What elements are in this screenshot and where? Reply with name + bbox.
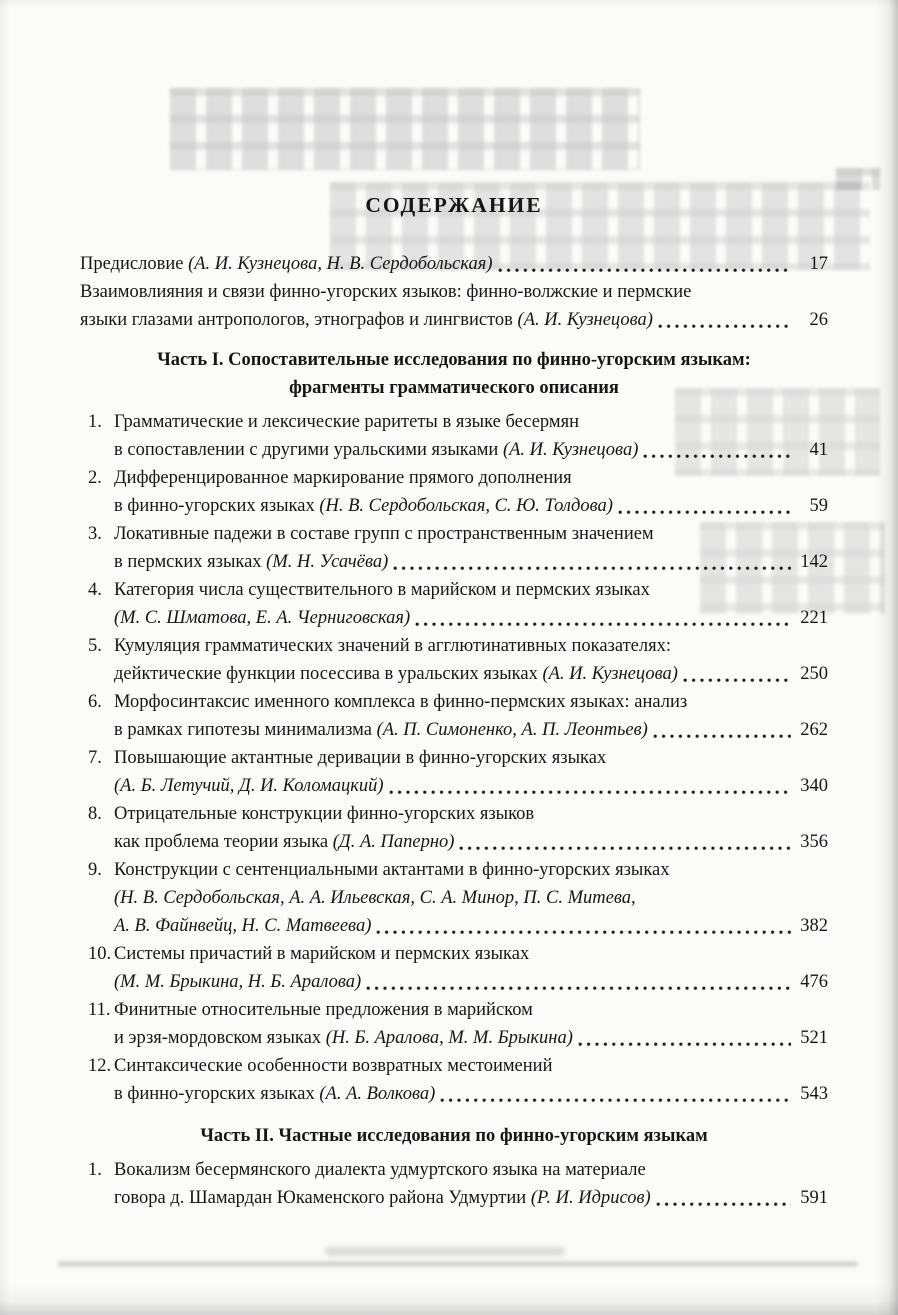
scan-smudge xyxy=(325,1247,565,1256)
toc-entry-line xyxy=(80,306,828,334)
entry-line-text xyxy=(114,944,529,964)
entry-text: как проблема теории языка xyxy=(114,832,333,852)
entry-page-number: 17 xyxy=(809,254,828,274)
entry-authors: (А. И. Кузнецова, Н. В. Сердобольская) xyxy=(188,254,493,274)
toc-entry-line xyxy=(114,968,828,996)
entry-text: Грамматические и лексические раритеты в языке бесермян xyxy=(114,412,580,432)
entry-number: 10. xyxy=(88,944,112,964)
toc-entry xyxy=(80,800,828,856)
entry-authors: (Р. И. Идрисов) xyxy=(530,1188,651,1208)
entry-line-text xyxy=(114,912,371,940)
entry-text: Системы причастий в марийском и пермских языках xyxy=(114,944,530,964)
toc-entry xyxy=(80,688,828,744)
toc-entry-line xyxy=(114,1080,828,1108)
entry-authors: (А. И. Кузнецова) xyxy=(542,664,678,684)
toc-entry-line xyxy=(88,408,828,436)
toc-entry xyxy=(80,408,828,464)
entry-authors: (А. И. Кузнецова) xyxy=(517,310,653,330)
entry-line-text xyxy=(114,692,687,712)
entry-text: в финно-угорских языках xyxy=(114,496,320,516)
entry-text: Синтаксические особенности возвратных местоимений xyxy=(114,1056,553,1076)
entry-page-number: 591 xyxy=(800,1188,828,1208)
entry-text: Вокализм бесермянского диалекта удмуртского языка на материале xyxy=(114,1160,646,1180)
entry-page-number: 26 xyxy=(809,310,828,330)
entry-text: говора д. Шамардан Юкаменского района Удмуртии xyxy=(114,1188,531,1208)
toc-entry xyxy=(80,632,828,688)
entry-line-text xyxy=(114,468,572,488)
dot-leader xyxy=(440,1098,791,1103)
toc-entry-line xyxy=(114,1184,828,1212)
toc-entry xyxy=(80,996,828,1052)
toc-entry xyxy=(80,278,828,334)
toc-entry-line xyxy=(114,436,828,464)
entry-line-text xyxy=(114,548,388,576)
entry-text: Отрицательные конструкции финно-угорских языков xyxy=(114,804,535,824)
dot-leader xyxy=(393,566,791,571)
toc-entry-line xyxy=(88,632,828,660)
dot-leader xyxy=(578,1042,791,1047)
dot-leader xyxy=(389,790,791,795)
entry-number: 11. xyxy=(88,1000,111,1020)
dot-leader xyxy=(498,268,791,273)
entry-line-text xyxy=(114,748,606,768)
entry-text: языки глазами антропологов, этнографов и лингвистов xyxy=(80,310,518,330)
entry-page-number: 262 xyxy=(800,720,828,740)
dot-leader xyxy=(376,930,791,935)
entry-text: Морфосинтаксис именного комплекса в финно-пермских языках: анализ xyxy=(114,692,688,712)
toc-entry-line xyxy=(88,996,828,1024)
entry-line-text xyxy=(114,804,534,824)
entry-authors: (Д. А. Паперно) xyxy=(332,832,455,852)
dot-leader xyxy=(643,454,791,459)
toc-entry xyxy=(80,250,828,278)
toc-entry-line xyxy=(114,884,828,912)
toc-entry-line xyxy=(114,492,828,520)
entry-text: Кумуляция грамматических значений в агглютинативных показателях: xyxy=(114,636,671,656)
toc-entry-line xyxy=(114,548,828,576)
entry-line-text xyxy=(114,524,654,544)
toc-entry-line xyxy=(88,1052,828,1080)
entry-text: в рамках гипотезы минимализма xyxy=(114,720,377,740)
entry-line-text xyxy=(114,604,410,632)
entry-text: в сопоставлении с другими уральскими языками xyxy=(114,440,503,460)
entry-page-number: 340 xyxy=(800,776,828,796)
entry-page-number: 142 xyxy=(800,552,828,572)
entry-text: Категория числа существительного в марийском и пермских языках xyxy=(114,580,650,600)
entry-authors: (М. М. Брыкина, Н. Б. Аралова) xyxy=(114,972,362,992)
section-heading-line: Часть I. Сопоставительные исследования по финно-угорским языкам: xyxy=(157,350,751,370)
entry-line-text xyxy=(114,636,671,656)
toc-entry-line xyxy=(88,464,828,492)
toc-entry xyxy=(80,520,828,576)
dot-leader xyxy=(618,510,791,515)
entry-line-text xyxy=(114,828,454,856)
entry-text: Взаимовлияния и связи финно-угорских языков: финно-волжские и пермские xyxy=(80,282,692,302)
toc-entry xyxy=(80,576,828,632)
entry-page-number: 41 xyxy=(809,440,828,460)
entry-page-number: 59 xyxy=(809,496,828,516)
toc-entry-line xyxy=(114,716,828,744)
section-entries xyxy=(80,1156,828,1212)
entry-authors: (Н. В. Сердобольская, А. А. Ильевская, С. А. Минор, П. С. Митева, xyxy=(114,888,636,908)
entry-authors: (Н. Б. Аралова, М. М. Брыкина) xyxy=(325,1028,573,1048)
toc-entry-line xyxy=(80,250,828,278)
entry-page-number: 476 xyxy=(800,972,828,992)
entry-authors: (А. П. Симоненко, А. П. Леонтьев) xyxy=(376,720,648,740)
entry-line-text xyxy=(114,1024,573,1052)
toc-entry-line xyxy=(88,800,828,828)
entry-line-text xyxy=(114,1160,646,1180)
toc-content xyxy=(80,0,828,1212)
toc-entry-line xyxy=(88,744,828,772)
entry-page-number: 221 xyxy=(800,608,828,628)
dot-leader xyxy=(653,734,791,739)
entry-number: 9. xyxy=(88,860,102,880)
entry-line-text xyxy=(80,250,493,278)
entry-authors: (М. Н. Усачёва) xyxy=(266,552,389,572)
dot-leader xyxy=(415,622,791,627)
entry-authors: А. В. Файнвейц, Н. С. Матвеева) xyxy=(114,916,372,936)
toc-entry xyxy=(80,1052,828,1108)
toc-entry-line xyxy=(88,1156,828,1184)
entry-authors: (М. С. Шматова, Е. А. Черниговская) xyxy=(114,608,411,628)
entry-line-text xyxy=(114,860,670,880)
entry-page-number: 543 xyxy=(800,1084,828,1104)
entry-text: в финно-угорских языках xyxy=(114,1084,320,1104)
entry-line-text xyxy=(114,1000,533,1020)
dot-leader xyxy=(459,846,791,851)
toc-entry xyxy=(80,744,828,800)
toc-entry-line xyxy=(88,688,828,716)
toc-entry-line xyxy=(80,278,828,306)
section-heading xyxy=(80,346,828,402)
toc-entry-line xyxy=(114,772,828,800)
toc-entry-line xyxy=(114,604,828,632)
page-bleedthrough xyxy=(836,168,880,190)
entry-page-number: 250 xyxy=(800,664,828,684)
section-heading-line: Часть II. Частные исследования по финно-угорским языкам xyxy=(200,1126,708,1146)
entry-number: 1. xyxy=(88,1160,102,1180)
entry-text: Предисловие xyxy=(80,254,189,274)
entry-text: в пермских языках xyxy=(114,552,267,572)
entry-number: 12. xyxy=(88,1056,112,1076)
entry-page-number: 356 xyxy=(800,832,828,852)
entry-text: Конструкции с сентенциальными актантами в финно-угорских языках xyxy=(114,860,670,880)
dot-leader xyxy=(683,678,791,683)
toc-sections xyxy=(80,346,828,1212)
toc-front-entries xyxy=(80,250,828,334)
entry-number: 1. xyxy=(88,412,102,432)
toc-entry xyxy=(80,464,828,520)
entry-line-text xyxy=(114,412,579,432)
entry-number: 8. xyxy=(88,804,102,824)
entry-line-text xyxy=(114,436,638,464)
entry-page-number: 521 xyxy=(800,1028,828,1048)
entry-text: и эрзя-мордовском языках xyxy=(114,1028,326,1048)
entry-line-text xyxy=(80,306,653,334)
entry-line-text xyxy=(114,1080,435,1108)
toc-entry-line xyxy=(88,576,828,604)
entry-number: 7. xyxy=(88,748,102,768)
entry-line-text xyxy=(114,1056,552,1076)
entry-line-text xyxy=(114,716,648,744)
entry-authors: (Н. В. Сердобольская, С. Ю. Толдова) xyxy=(319,496,613,516)
scan-shadow xyxy=(58,1262,858,1266)
entry-authors: (А. Б. Летучий, Д. И. Коломацкий) xyxy=(114,776,384,796)
toc-entry xyxy=(80,1156,828,1212)
toc-entry xyxy=(80,856,828,940)
entry-number: 6. xyxy=(88,692,102,712)
entry-line-text xyxy=(114,772,384,800)
toc-entry-line xyxy=(114,912,828,940)
toc-entry-line xyxy=(114,828,828,856)
entry-line-text xyxy=(114,660,678,688)
entry-number: 3. xyxy=(88,524,102,544)
entry-number: 2. xyxy=(88,468,102,488)
entry-number: 4. xyxy=(88,580,102,600)
entry-text: дейктические функции посессива в уральских языках xyxy=(114,664,543,684)
section-heading xyxy=(80,1122,828,1150)
dot-leader xyxy=(366,986,791,991)
toc-entry-line xyxy=(114,1024,828,1052)
toc-entry xyxy=(80,940,828,996)
entry-line-text xyxy=(114,1184,651,1212)
entry-line-text xyxy=(114,888,636,908)
page-title: СОДЕРЖАНИЕ xyxy=(365,193,543,217)
entry-text: Локативные падежи в составе групп с пространственным значением xyxy=(114,524,654,544)
toc-entry-line xyxy=(114,660,828,688)
entry-line-text xyxy=(114,968,361,996)
toc-entry-line xyxy=(88,940,828,968)
entry-text: Финитные относительные предложения в марийском xyxy=(114,1000,533,1020)
toc-entry-line xyxy=(88,520,828,548)
entry-text: Повышающие актантные деривации в финно-угорских языках xyxy=(114,748,607,768)
section-entries xyxy=(80,408,828,1108)
entry-page-number: 382 xyxy=(800,916,828,936)
dot-leader xyxy=(656,1202,791,1207)
toc-entry-line xyxy=(88,856,828,884)
entry-line-text xyxy=(80,282,691,302)
dot-leader xyxy=(658,324,791,329)
section-heading-line: фрагменты грамматического описания xyxy=(289,378,619,398)
entry-authors: (А. А. Волкова) xyxy=(319,1084,436,1104)
entry-text: Дифференцированное маркирование прямого дополнения xyxy=(114,468,572,488)
entry-line-text xyxy=(114,492,613,520)
entry-line-text xyxy=(114,580,650,600)
entry-number: 5. xyxy=(88,636,102,656)
entry-authors: (А. И. Кузнецова) xyxy=(502,440,639,460)
